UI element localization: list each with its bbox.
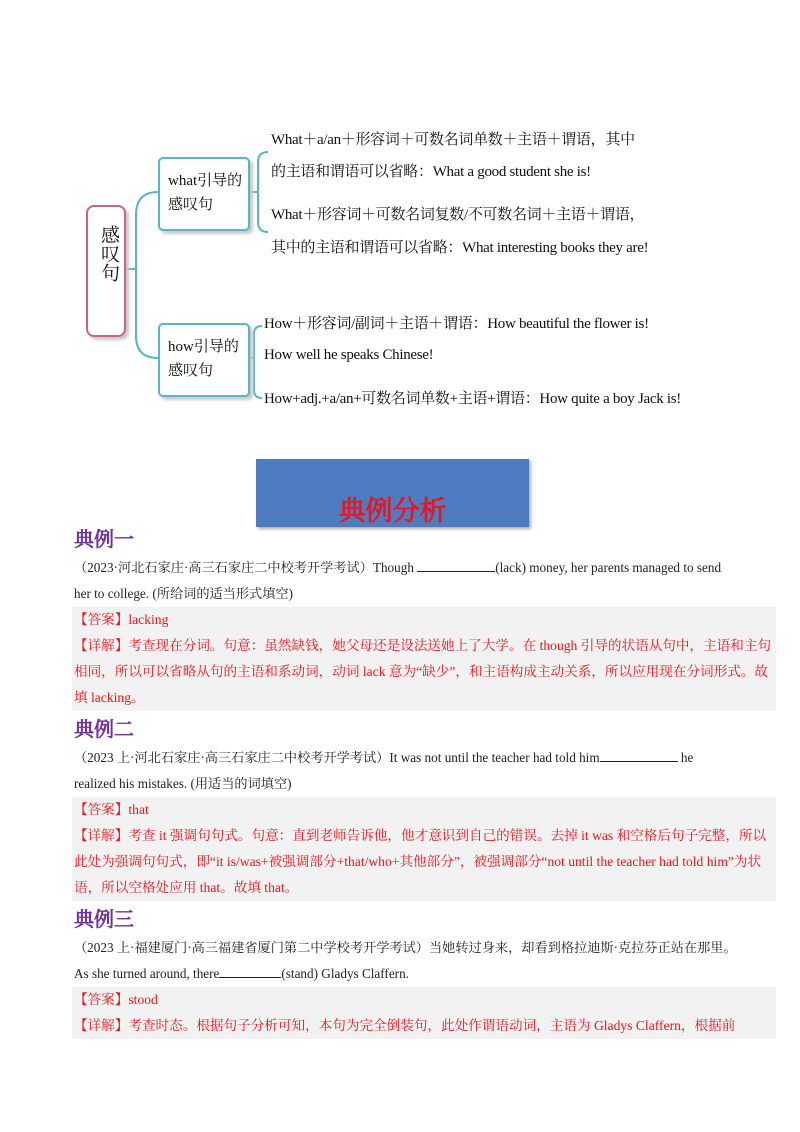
- example-2-question: [74, 745, 774, 797]
- leaf-how-1-cont: How well he speaks Chinese!: [264, 347, 434, 363]
- mindmap-root-label: 感叹句: [98, 225, 120, 282]
- section-banner: [256, 459, 529, 527]
- example-3-question-a: （2023 上·福建厦门·高三福建省厦门第二中学校考开学考试）当她转过身来，却看到格拉迪斯·克拉芬正站在那里。: [74, 940, 737, 955]
- leaf-what-2-cont: 其中的主语和谓语可以省略：What interesting books they are!: [271, 240, 649, 256]
- example-3-answer: 【答案】stood: [74, 992, 158, 1007]
- branch-what-label: what引导的感叹句: [168, 173, 243, 213]
- leaf-what-1: What＋a/an＋形容词＋可数名词单数＋主语＋谓语，其中: [271, 132, 635, 148]
- example-2-blank[interactable]: [600, 747, 678, 762]
- example-1-question-a: （2023·河北石家庄·高三石家庄二中校考开学考试）Though: [74, 560, 418, 575]
- example-1-detail: 【详解】考查现在分词。句意：虽然缺钱，她父母还是设法送她上了大学。在 though 引导的状语从句中，主语和主句相同，所以可以省略从句的主语和系动词，动词 lack 意为“缺少”，和主语构成主动关系，所以应用现在分词形式。故填 lacking。: [74, 638, 772, 705]
- branch-how-label: how引导的感叹句: [168, 339, 239, 379]
- leaf-what-1-cont: 的主语和谓语可以省略：What a good student she is!: [271, 164, 591, 180]
- example-2-detail: 【详解】考查 it 强调句句式。句意：直到老师告诉他，他才意识到自己的错误。去掉 it was 和空格后句子完整，所以此处为强调句句式，即“it is/was+被强调部分+that/who+其他部分”，被强调部分“not until the teacher had told him”为状语，所以空格处应用 that。故填 that。: [74, 828, 767, 895]
- example-2-answer-box: [72, 797, 776, 901]
- example-2-question-a: （2023 上·河北石家庄·高三石家庄二中校考开学考试）It was not until the teacher had told him: [74, 750, 600, 765]
- example-3-question-c: (stand) Gladys Claffern.: [281, 966, 409, 981]
- leaf-how-1: How＋形容词/副词＋主语＋谓语：How beautiful the flower is!: [264, 316, 649, 332]
- branch-what: [158, 157, 250, 231]
- example-1-question-b: (lack) money, her parents managed to send: [495, 560, 722, 575]
- leaf-what-2: What＋形容词＋可数名词复数/不可数名词＋主语＋谓语，: [271, 207, 645, 223]
- example-2-question-c: realized his mistakes. (用适当的词填空): [74, 776, 292, 791]
- example-2-answer: 【答案】that: [74, 802, 149, 817]
- example-1-question-c: her to college. (所给词的适当形式填空): [74, 586, 294, 601]
- example-1-title: 典例一: [74, 527, 134, 551]
- leaf-how-2: How+adj.+a/an+可数名词单数+主语+谓语：How quite a boy Jack is!: [264, 391, 681, 407]
- example-1-answer: 【答案】lacking: [74, 612, 169, 627]
- branch-how: [158, 323, 250, 397]
- example-3-detail: 【详解】考查时态。根据句子分析可知，本句为完全倒装句，此处作谓语动词，主语为 Gladys Claffern，根据前: [74, 1018, 736, 1033]
- mindmap-root: [86, 205, 126, 337]
- example-3-question-b: As she turned around, there: [74, 966, 220, 981]
- example-3-blank[interactable]: [219, 963, 281, 978]
- example-3-title: 典例三: [74, 907, 134, 931]
- banner-title: 典例分析: [338, 496, 447, 527]
- example-2-question-b: he: [677, 750, 694, 765]
- mindmap: [0, 0, 800, 440]
- example-2-title: 典例二: [74, 717, 134, 741]
- example-1-blank[interactable]: [417, 557, 495, 572]
- example-1-answer-box: [72, 607, 776, 711]
- example-3-question: [74, 935, 774, 987]
- example-1-question: [74, 555, 774, 607]
- example-3-answer-box: [72, 987, 776, 1039]
